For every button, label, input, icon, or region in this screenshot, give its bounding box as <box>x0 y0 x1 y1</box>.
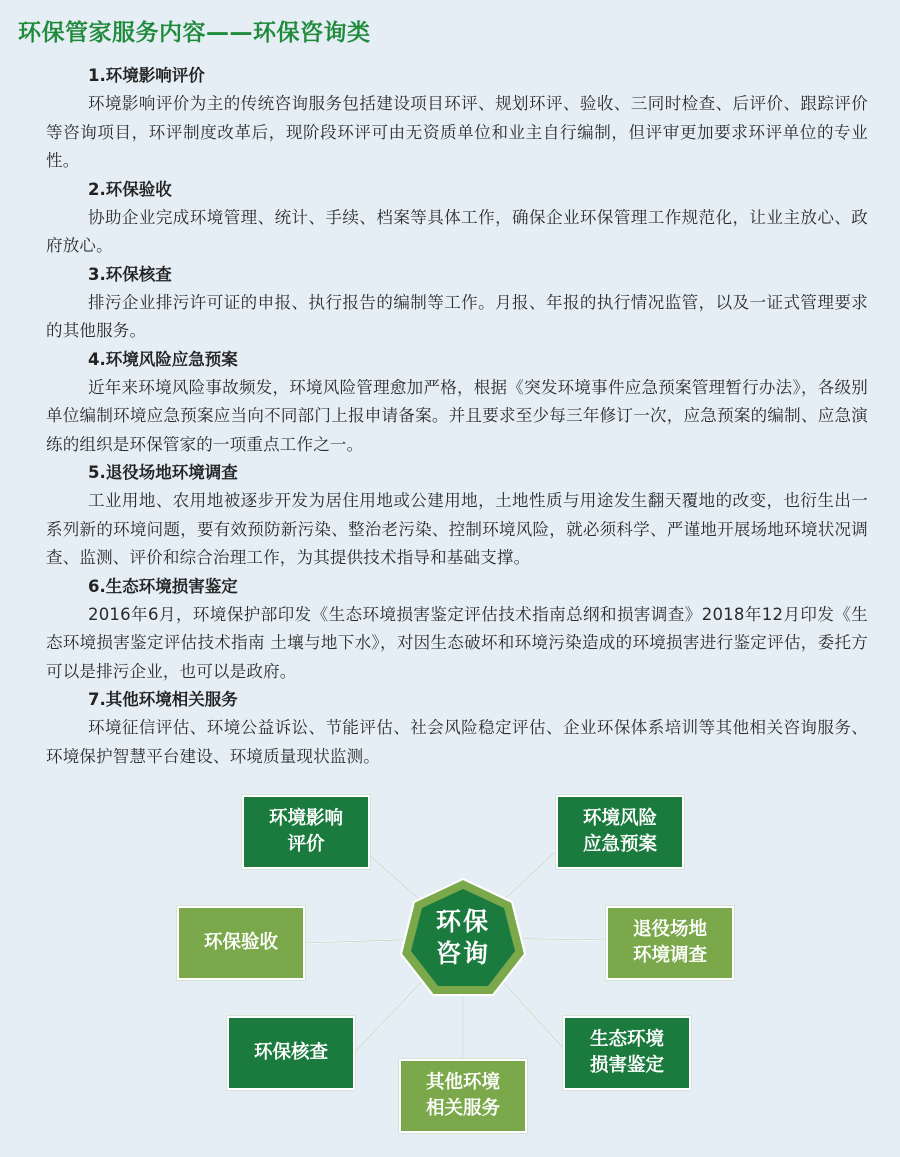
section-body: 排污企业排污许可证的申报、执行报告的编制等工作。月报、年报的执行情况监管，以及一证式管理要求的其他服务。 <box>46 292 868 340</box>
section-heading: 3.环保核查 <box>88 264 172 284</box>
section-body: 环境征信评估、环境公益诉讼、节能评估、社会风险稳定评估、企业环保体系培训等其他相关咨询服务、环境保护智慧平台建设、环境质量现状监测。 <box>46 718 868 766</box>
section-heading: 6.生态环境损害鉴定 <box>88 576 238 596</box>
node-label-line1: 环境影响 <box>268 808 343 829</box>
node-label-line2: 环境调查 <box>632 945 707 966</box>
node-risk-plan <box>556 795 684 869</box>
node-eco-damage <box>563 1016 691 1090</box>
section-heading: 5.退役场地环境调查 <box>88 463 238 482</box>
node-verification <box>227 1016 355 1090</box>
node-site-survey <box>606 906 734 980</box>
hub-label-line1: 环保 <box>435 907 490 936</box>
node-label-line1: 环境风险 <box>582 808 657 829</box>
hub-node <box>398 877 528 999</box>
section-body: 近年来环境风险事故频发，环境风险管理愈加严格，根据《突发环境事件应急预案管理暂行办法》，各级别单位编制环境应急预案应当向不同部门上报申请备案。并且要求至少每三年修订一次，应急预案的编制、应急演练的组织是环保管家的一项重点工作之一。 <box>46 377 868 454</box>
node-label-line2: 损害鉴定 <box>589 1055 664 1076</box>
node-other-services <box>399 1059 527 1133</box>
hub-label <box>398 877 528 999</box>
section-heading: 1.环境影响评价 <box>88 66 205 85</box>
node-label-line1: 其他环境 <box>425 1072 500 1093</box>
node-label-line1: 生态环境 <box>589 1029 664 1050</box>
section-heading: 4.环境风险应急预案 <box>88 349 238 369</box>
node-acceptance <box>177 906 305 980</box>
node-label-line2: 相关服务 <box>425 1098 500 1119</box>
section-heading: 7.其他环境相关服务 <box>88 690 238 709</box>
node-eia <box>242 795 370 869</box>
section-body: 工业用地、农用地被逐步开发为居住用地或公建用地，土地性质与用途发生翻天覆地的改变，也衍生出一系列新的环境问题，要有效预防新污染、整治老污染、控制环境风险，就必须科学、严谨地开展场地环境状况调查、监测、评价和综合治理工作，为其提供技术指导和基础支撑。 <box>46 491 868 567</box>
section-body: 协助企业完成环境管理、统计、手续、档案等具体工作，确保企业环保管理工作规范化，让业主放心、政府放心。 <box>46 207 868 255</box>
node-label-line1: 退役场地 <box>632 919 707 940</box>
node-label-line2: 评价 <box>287 834 325 855</box>
node-label-line2: 应急预案 <box>582 834 657 855</box>
section-heading: 2.环保验收 <box>88 179 172 199</box>
node-label-line1: 环保验收 <box>203 932 278 953</box>
page-title: 环保管家服务内容——环保咨询类 <box>18 20 371 46</box>
section-body: 2016年6月，环境保护部印发《生态环境损害鉴定评估技术指南总纲和损害调查》2018年12月印发《生态环境损害鉴定评估技术指南 土壤与地下水》，对因生态破坏和环境污染造成的环境损害进行鉴定评估，委托方可以是排污企业，也可以是政府。 <box>46 604 868 681</box>
hub-label-line2: 咨询 <box>435 939 490 968</box>
section-body: 环境影响评价为主的传统咨询服务包括建设项目环评、规划环评、验收、三同时检查、后评价、跟踪评价等咨询项目，环评制度改革后，现阶段环评可由无资质单位和业主自行编制，但评审更加要求环评单位的专业性。 <box>46 94 868 170</box>
node-label-line1: 环保核查 <box>253 1042 328 1063</box>
